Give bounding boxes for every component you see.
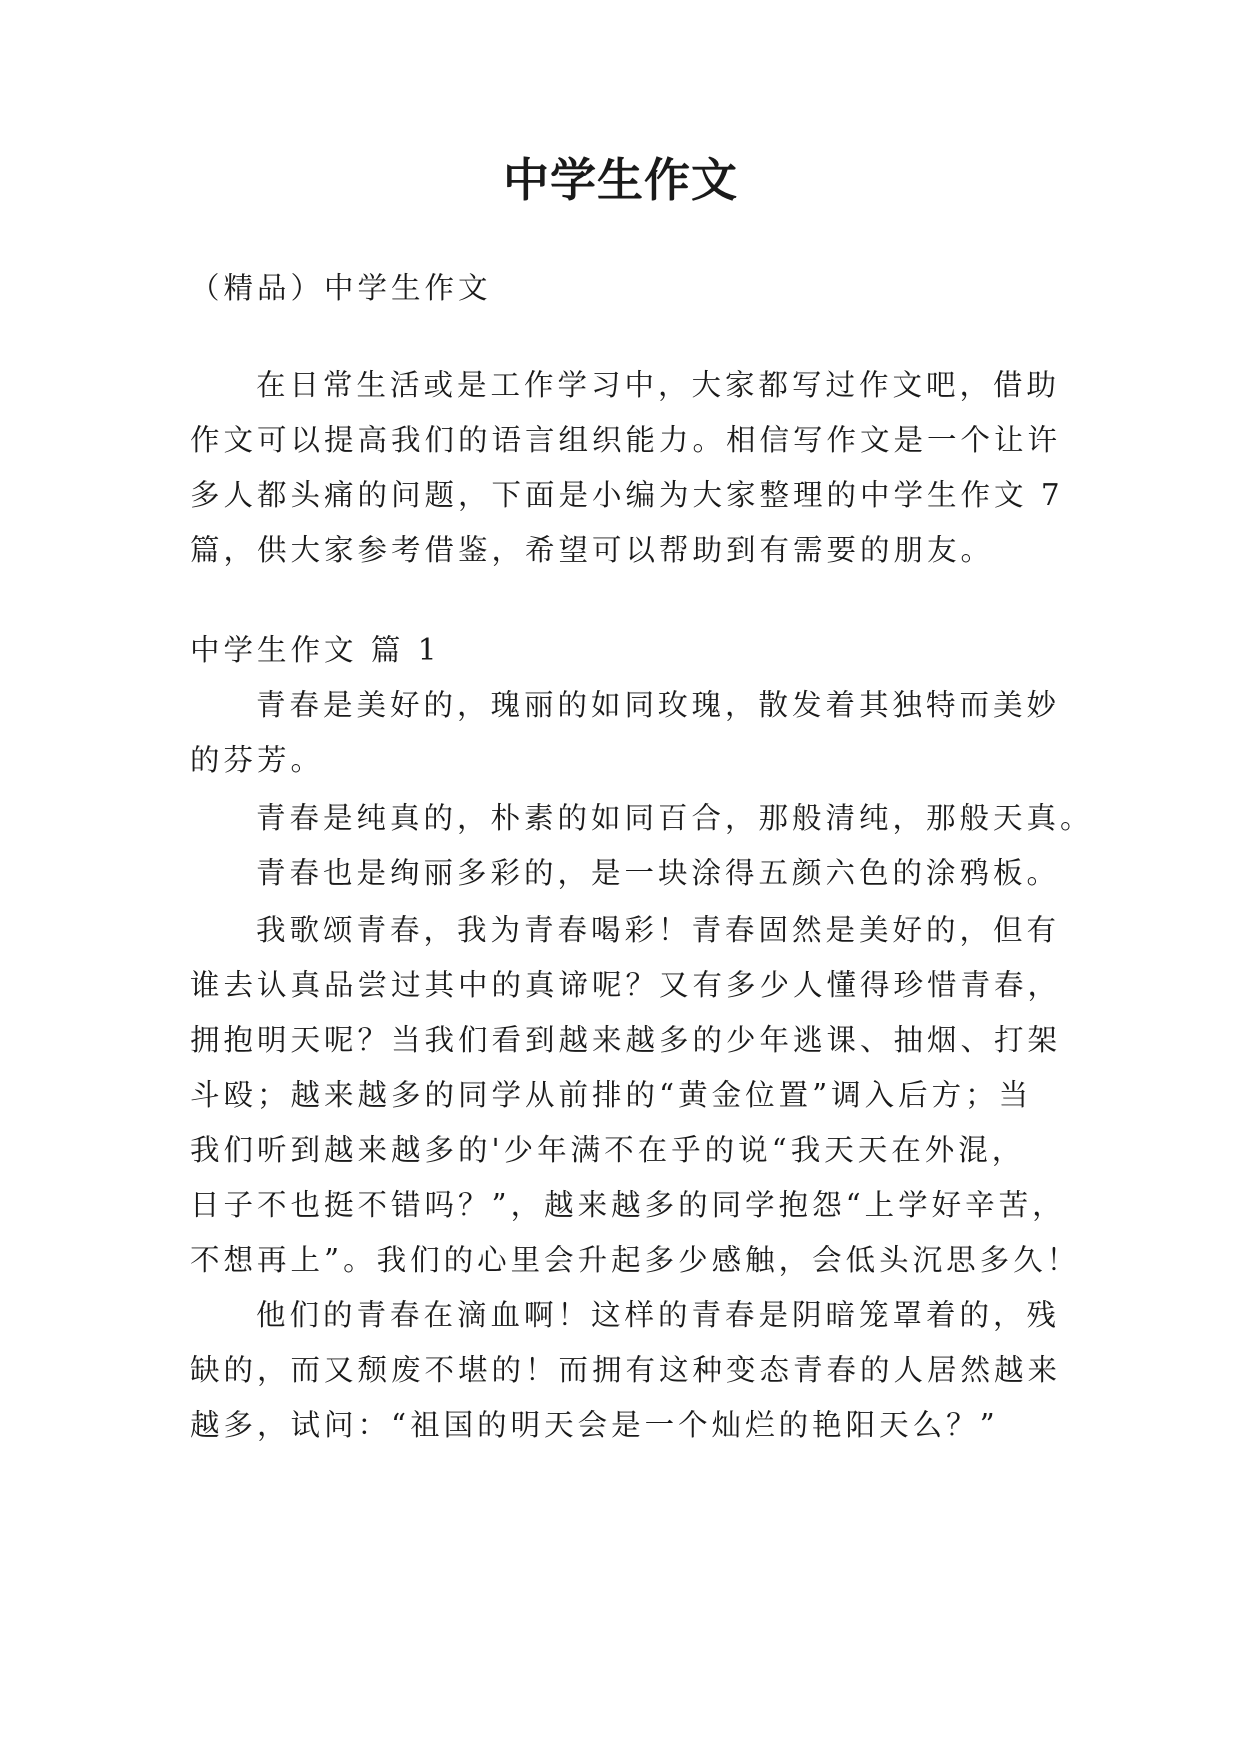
body-line: 青春也是绚丽多彩的，是一块涂得五颜六色的涂鸦板。 <box>256 856 1061 890</box>
body-line: 不想再上”。我们的心里会升起多少感触，会低头沉思多久！ <box>190 1243 1081 1277</box>
intro-line: 篇，供大家参考借鉴，希望可以帮助到有需要的朋友。 <box>190 533 995 567</box>
body-line: 青春是纯真的，朴素的如同百合，那般清纯，那般天真。 <box>256 801 1094 835</box>
body-line: 斗殴；越来越多的同学从前排的“黄金位置”调入后方；当 <box>190 1078 1033 1112</box>
intro-line: 作文可以提高我们的语言组织能力。相信写作文是一个让许 <box>190 423 1062 457</box>
body-line: 的芬芳。 <box>190 743 325 777</box>
intro-line: 在日常生活或是工作学习中，大家都写过作文吧，借助 <box>256 368 1061 402</box>
body-line: 他们的青春在滴血啊！这样的青春是阴暗笼罩着的，残 <box>256 1298 1061 1332</box>
section-heading: 中学生作文 篇 1 <box>190 633 441 667</box>
body-line: 青春是美好的，瑰丽的如同玫瑰，散发着其独特而美妙 <box>256 688 1061 722</box>
document-title: 中学生作文 <box>503 153 738 207</box>
body-line: 我们听到越来越多的'少年满不在乎的说“我天天在外混， <box>190 1133 1026 1167</box>
body-line: 拥抱明天呢？当我们看到越来越多的少年逃课、抽烟、打架 <box>190 1023 1062 1057</box>
intro-line: 多人都头痛的问题，下面是小编为大家整理的中学生作文 7 <box>190 478 1064 512</box>
body-line: 缺的，而又颓废不堪的！而拥有这种变态青春的人居然越来 <box>190 1353 1062 1387</box>
body-line: 我歌颂青春，我为青春喝彩！青春固然是美好的，但有 <box>256 913 1061 947</box>
body-line: 谁去认真品尝过其中的真谛呢？又有多少人懂得珍惜青春， <box>190 968 1062 1002</box>
body-line: 日子不也挺不错吗？”，越来越多的同学抱怨“上学好辛苦， <box>190 1188 1066 1222</box>
document-subtitle: （精品）中学生作文 <box>190 271 492 305</box>
body-line: 越多，试问：“祖国的明天会是一个灿烂的艳阳天么？” <box>190 1408 999 1442</box>
